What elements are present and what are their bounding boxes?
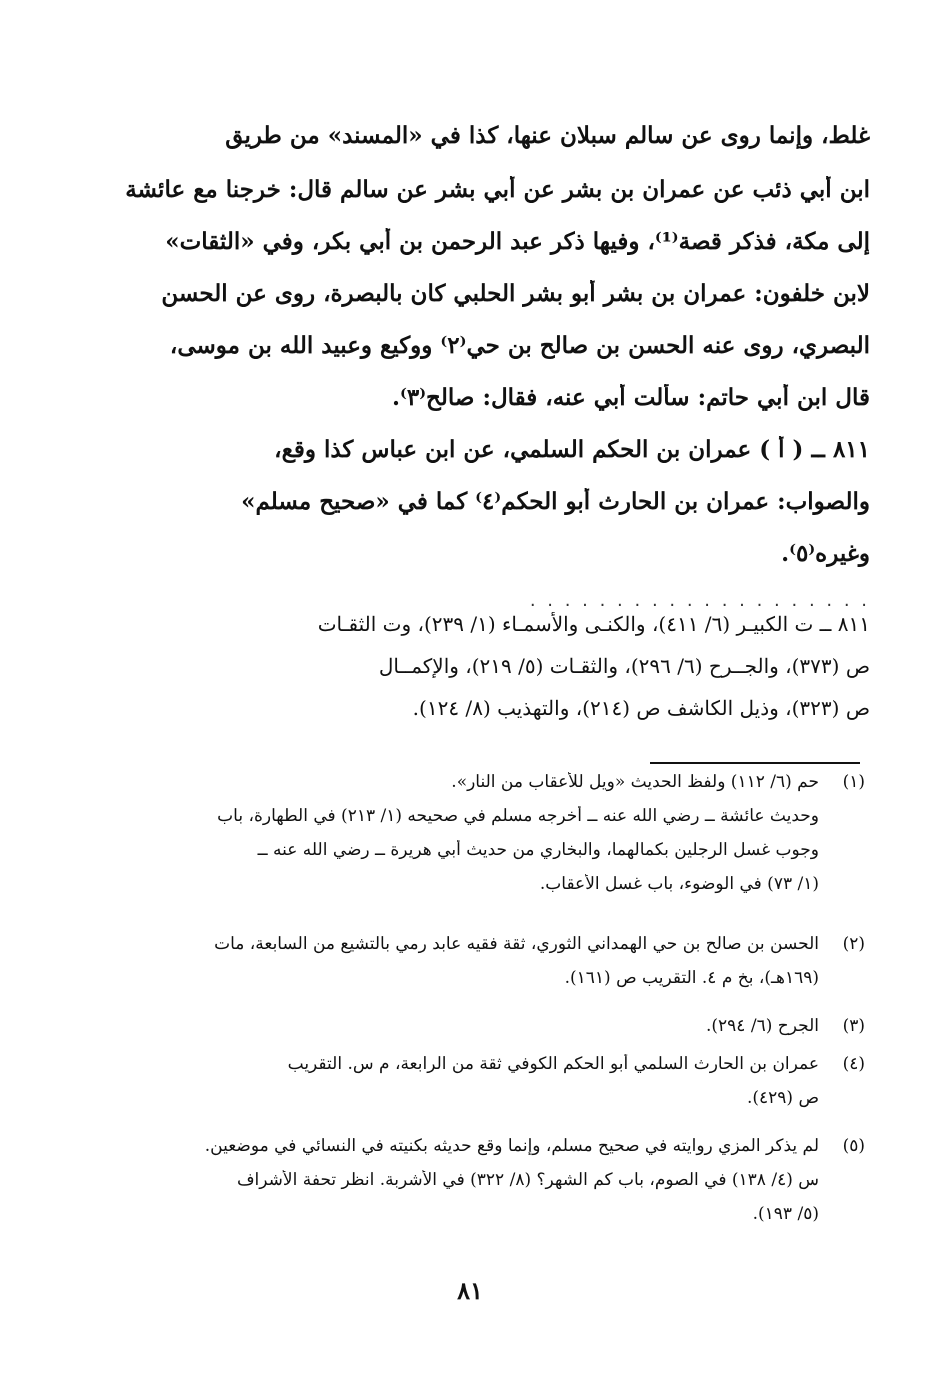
page-number: ٨١ bbox=[457, 1276, 483, 1305]
entry-heading-line: ٨١١ ــ ( أ ) عمران بن الحكم السلمي، عن ابن عباس كذا وقع، bbox=[274, 436, 870, 463]
main-text-line: ابن أبي ذئب عن عمران بن بشر عن أبي بشر عن سالم قال: خرجنا مع عائشة bbox=[125, 176, 870, 203]
footnote-number: (٤) bbox=[842, 1054, 865, 1074]
footnote-line: (١٦٩هـ)، بخ م ٤. التقريب ص (١٦١). bbox=[564, 968, 819, 988]
footnote-number: (٢) bbox=[842, 934, 865, 954]
footnote-number: (١) bbox=[842, 772, 865, 792]
main-text-line: لابن خلفون: عمران بن بشر أبو بشر الحلبي كان بالبصرة، روى عن الحسن bbox=[161, 280, 870, 307]
footnote-line: وحديث عائشة ــ رضي الله عنه ــ أخرجه مسلم في صحيحه (١/ ٢١٣) في الطهارة، باب bbox=[217, 806, 819, 826]
main-text-line: غلط، وإنما روى عن سالم سبلان عنها، كذا في «المسند» من طريق bbox=[225, 122, 870, 149]
footnote-number: (٣) bbox=[842, 1016, 865, 1036]
footnote-line: ص (٤٢٩). bbox=[746, 1088, 819, 1108]
main-text-line: قال ابن أبي حاتم: سألت أبي عنه، فقال: صالح⁽٣⁾. bbox=[391, 384, 870, 411]
footnote-line: (٥/ ١٩٣). bbox=[752, 1204, 819, 1224]
footnote-line: س (٤/ ١٣٨) في الصوم، باب كم الشهر؟ (٨/ ٣٢٢) في الأشربة. انظر تحفة الأشراف bbox=[236, 1170, 819, 1190]
main-text-line: وغيره⁽٥⁾. bbox=[781, 540, 870, 567]
footnote-1 bbox=[110, 772, 865, 922]
footnote-3 bbox=[110, 1016, 865, 1050]
footnote-rule bbox=[650, 762, 860, 764]
main-text-line: إلى مكة، فذكر قصة⁽¹⁾، وفيها ذكر عبد الرحمن بن أبي بكر، وفي «الثقات» bbox=[165, 228, 870, 255]
footnote-line: الجرح (٦/ ٢٩٤). bbox=[705, 1016, 819, 1036]
translation-line: ص (٣٧٣)، والجــرح (٦/ ٢٩٦)، والثقـات (٥/ ٢١٩)، والإكمــال bbox=[378, 654, 870, 678]
separator-dots: . . . . . . . . . . . . . . . . . . . . bbox=[529, 590, 870, 611]
footnote-line: عمران بن الحارث السلمي أبو الحكم الكوفي ثقة من الرابعة، م س. التقريب bbox=[287, 1054, 819, 1074]
translation-line: ص (٣٢٣)، وذيل الكاشف ص (٢١٤)، والتهذيب (٨/ ١٢٤). bbox=[412, 696, 870, 720]
footnote-4 bbox=[110, 1054, 865, 1124]
footnote-number: (٥) bbox=[842, 1136, 865, 1156]
footnote-2 bbox=[110, 934, 865, 1004]
footnote-line: حم (٦/ ١١٢) ولفظ الحديث «ويل للأعقاب من النار». bbox=[451, 772, 819, 792]
footnote-line: لم يذكر المزي روايته في صحيح مسلم، وإنما وقع حديثه بكنيته في النسائي في موضعين. bbox=[204, 1136, 819, 1156]
footnote-line: الحسن بن صالح بن حي الهمداني الثوري، ثقة فقيه عابد رمي بالتشيع من السابعة، مات bbox=[214, 934, 819, 954]
main-text-line: البصري، روى عنه الحسن بن صالح بن حي⁽٢⁾ ووكيع وعبيد الله بن موسى، bbox=[169, 332, 870, 359]
translation-line: ٨١١ ــ ت الكبيـر (٦/ ٤١١)، والكنـى والأسمـاء (١/ ٢٣٩)، وت الثقـات bbox=[317, 612, 870, 636]
main-text-line: والصواب: عمران بن الحارث أبو الحكم⁽٤⁾ كما في «صحيح مسلم» bbox=[241, 488, 870, 515]
footnote-5 bbox=[110, 1136, 865, 1246]
footnote-line: (١/ ٧٣) في الوضوء، باب غسل الأعقاب. bbox=[539, 874, 819, 894]
footnote-line: وجوب غسل الرجلين بكمالهما، والبخاري من حديث أبي هريرة ــ رضي الله عنه ــ bbox=[257, 840, 819, 860]
